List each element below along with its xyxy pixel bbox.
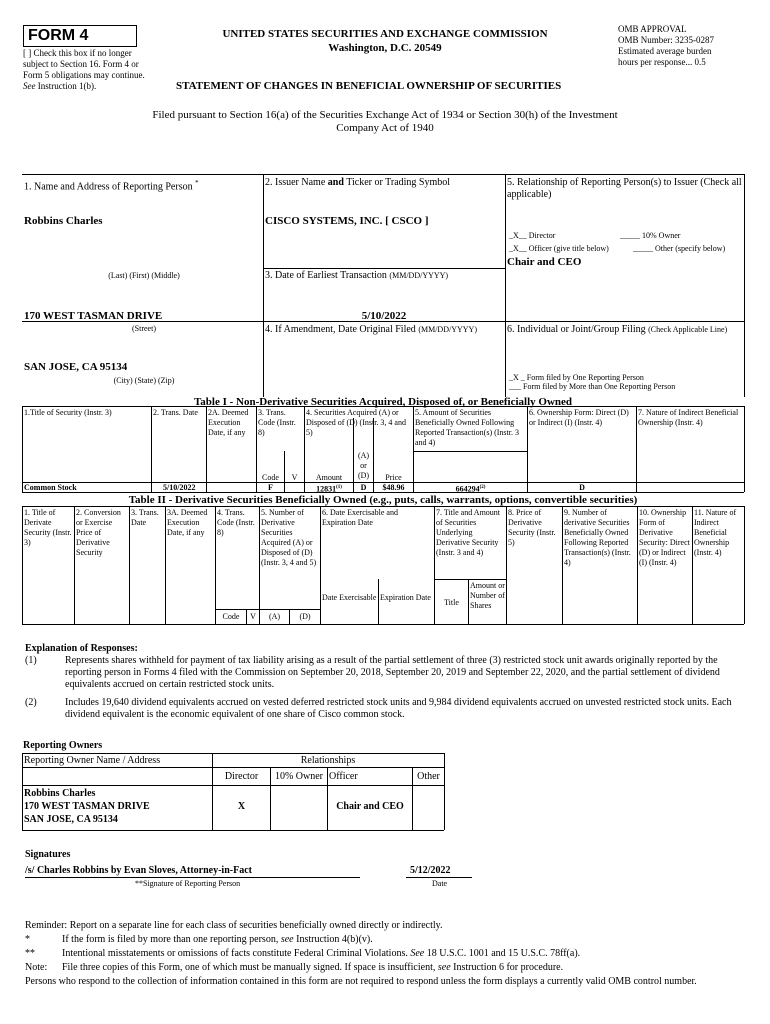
divider <box>636 406 637 492</box>
date-label: Date <box>432 879 448 888</box>
note-text <box>62 962 752 974</box>
t2-sub-code: Code <box>222 612 240 621</box>
divider <box>327 767 328 830</box>
t1-row-form: D <box>579 483 585 492</box>
section1-label-mark: * <box>195 179 199 187</box>
t1-row-amount-note: (1) <box>336 485 342 490</box>
t2-h-underlying: 7. Title and Amount of Securities Underlying Derivative Security (Instr. 3 and 4) <box>436 508 501 557</box>
divider <box>692 506 693 624</box>
agency-title: UNITED STATES SECURITIES AND EXCHANGE COMMISSION <box>222 28 548 40</box>
explanation-num-1: (1) <box>25 655 37 666</box>
divider <box>22 506 744 507</box>
divider <box>22 753 23 830</box>
reporting-owners-heading: Reporting Owners <box>23 740 103 751</box>
divider <box>129 506 130 624</box>
owners-col-officer: Officer <box>329 771 358 782</box>
divider <box>22 506 23 624</box>
checkbox-note <box>23 48 153 92</box>
owner-officer: Chair and CEO <box>336 801 404 812</box>
note-post: Instruction 4(b)(v). <box>296 934 373 945</box>
signature-date: 5/12/2022 <box>410 865 451 876</box>
filing-option-one: _X _ Form filed by One Reporting Person <box>509 373 644 382</box>
t1-sub-code: Code <box>262 473 279 482</box>
divider <box>744 506 745 624</box>
divider <box>263 268 505 269</box>
omb-line: OMB APPROVAL <box>618 24 687 34</box>
note-mark: * <box>25 934 30 945</box>
note-text <box>62 934 752 946</box>
officer-title: Chair and CEO <box>507 256 582 268</box>
owners-col-director: Director <box>224 771 259 782</box>
t2-h-nature: 11. Nature of Indirect Beneficial Ownership (Instr. 4) <box>694 508 737 557</box>
owners-col-name: Reporting Owner Name / Address <box>24 755 161 766</box>
section2-label-b: Ticker or Trading Symbol <box>346 177 451 188</box>
divider <box>413 406 414 492</box>
signer: /s/ Charles Robbins by Evan Sloves, Attorney-in-Fact <box>25 865 252 876</box>
earliest-transaction-date: 5/10/2022 <box>361 310 407 322</box>
note-see: see <box>437 962 451 973</box>
note-pre: If the form is filed by more than one reporting person, <box>62 934 279 945</box>
divider <box>165 506 166 624</box>
divider <box>22 753 444 754</box>
signature-line <box>25 877 360 878</box>
explanation-num-2: (2) <box>25 697 37 708</box>
t1-sub-ad: (A) or (D) <box>357 451 370 480</box>
omb-approval <box>618 24 758 68</box>
note-post: 18 U.S.C. 1001 and 15 U.S.C. 78ff(a). <box>426 948 581 959</box>
agency-location: Washington, D.C. 20549 <box>328 42 442 54</box>
signatures-heading: Signatures <box>25 849 71 860</box>
name-parts-label: (Last) (First) (Middle) <box>108 271 180 280</box>
section3-label <box>265 270 448 282</box>
note-see: see <box>280 934 294 945</box>
section4-label-text: 4. If Amendment, Date Original Filed <box>265 324 416 335</box>
note-pre: Intentional misstatements or omissions of facts constitute Federal Criminal Violations. <box>62 948 408 959</box>
divider <box>468 579 469 624</box>
t1-row-owned <box>414 483 527 495</box>
divider <box>378 579 379 624</box>
t1-row-amount-value: 12831 <box>316 484 337 494</box>
section6-note: (Check Applicable Line) <box>648 325 728 334</box>
t2-h-form: 10. Ownership Form of Derivative Security: Direct (D) or Indirect (I) (Instr. 4) <box>639 508 690 567</box>
t2-h-deemed: 3A. Deemed Execution Date, if any <box>167 508 208 537</box>
divider <box>413 451 527 452</box>
t2-sub-date-ex: Date Exercisable <box>322 593 377 602</box>
owner-line-1: Robbins Charles <box>24 788 96 799</box>
divider <box>506 506 507 624</box>
t1-row-code: F <box>268 483 273 492</box>
divider <box>505 174 506 397</box>
omb-line: hours per response... 0.5 <box>618 57 706 67</box>
checkbox-note-prefix: [ ] Check this box if no longer subject to Section 16. Form 4 or Form 5 obligations may continue. <box>23 48 145 80</box>
t1-row-owned-value: 664294 <box>455 484 480 494</box>
divider <box>259 506 260 624</box>
divider <box>284 451 285 492</box>
t1-h-deemed: 2A. Deemed Execution Date, if any <box>208 408 249 437</box>
note-pre: File three copies of this Form, one of which must be manually signed. If space is insufficient, <box>62 962 436 973</box>
director-check: _X__ Director <box>509 231 556 240</box>
t1-h-title: 1.Title of Security (Instr. 3) <box>24 408 112 417</box>
t1-h-form: 6. Ownership Form: Direct (D) or Indirect (I) (Instr. 4) <box>529 408 629 427</box>
section4-format: (MM/DD/YYYY) <box>418 325 477 334</box>
t2-h-date: 3. Trans. Date <box>131 508 159 527</box>
section1-label <box>24 177 199 193</box>
divider <box>22 174 744 175</box>
t2-h-price: 2. Conversion or Exercise Price of Derivative Security <box>76 508 121 557</box>
t1-row-amount <box>305 483 353 495</box>
divider <box>215 506 216 624</box>
t2-h-exercisable: 6. Date Exercisable and Expiration Date <box>322 508 398 527</box>
city-label: (City) (State) (Zip) <box>113 376 175 385</box>
ten-pct-check: _____ 10% Owner <box>620 231 681 240</box>
t1-sub-v: V <box>291 473 298 482</box>
section3-label-text: 3. Date of Earliest Transaction <box>265 270 387 281</box>
t2-h-number: 5. Number of Derivative Securities Acquired (A) or Disposed of (D) (Instr. 3, 4 and 5) <box>261 508 317 567</box>
reminder: Reminder: Report on a separate line for each class of securities beneficially owned directly or indirectly. <box>25 920 443 931</box>
street-address: 170 WEST TASMAN DRIVE <box>24 310 163 322</box>
t1-h-acquired: 4. Securities Acquired (A) or Disposed of (D) (Instr. 3, 4 and 5) <box>306 408 406 437</box>
t2-h-title: 1. Title of Derivate Security (Instr. 3) <box>24 508 72 547</box>
note-see: See <box>410 948 425 959</box>
t1-row-price: $48.96 <box>382 483 405 492</box>
divider <box>744 174 745 397</box>
owners-col-ten: 10% Owner <box>274 771 324 782</box>
t1-h-code: 3. Trans. Code (Instr. 8) <box>258 408 296 437</box>
t2-sub-a: (A) <box>268 612 281 621</box>
divider <box>22 830 444 831</box>
section2-label-and: and <box>327 177 344 188</box>
t1-sub-amount: Amount <box>315 473 343 482</box>
table1-title: Table I - Non-Derivative Securities Acquired, Disposed of, or Beneficially Owned <box>193 396 573 408</box>
issuer-name: CISCO SYSTEMS, INC. [ CSCO ] <box>265 215 429 227</box>
divider <box>74 506 75 624</box>
divider <box>22 785 444 786</box>
t1-sub-price: Price <box>385 473 402 482</box>
note-text <box>62 948 752 960</box>
divider <box>744 406 745 492</box>
section6-label <box>507 324 743 336</box>
section4-label <box>265 324 477 336</box>
divider <box>263 174 264 397</box>
t1-row-owned-note: (2) <box>479 485 486 490</box>
omb-line: OMB Number: 3235-0287 <box>618 35 714 45</box>
divider <box>444 753 445 830</box>
explanation-heading: Explanation of Responses: <box>25 643 138 654</box>
reporting-person-name: Robbins Charles <box>24 215 103 227</box>
street-label: (Street) <box>132 324 156 333</box>
checkbox-note-suffix: Instruction 1(b). <box>37 81 97 91</box>
divider <box>151 406 152 492</box>
owners-col-relationships: Relationships <box>300 755 356 766</box>
divider <box>320 506 321 624</box>
t2-h-owned: 9. Number of derivative Securities Beneficially Owned Following Reported Transaction(s) (Instr. 4) <box>564 508 631 567</box>
section3-format: (MM/DD/YYYY) <box>389 271 449 280</box>
section6-label-text: 6. Individual or Joint/Group Filing <box>507 324 646 335</box>
other-check: _____ Other (specify below) <box>633 244 726 253</box>
divider <box>527 406 528 492</box>
t1-row-ad: D <box>360 483 367 492</box>
omb-line: Estimated average burden <box>618 46 712 56</box>
signature-label: **Signature of Reporting Person <box>135 879 241 888</box>
owner-line-3: SAN JOSE, CA 95134 <box>24 814 118 825</box>
t2-sub-exp: Expiration Date <box>380 593 431 602</box>
section2-label <box>265 177 450 189</box>
filing-option-multiple: ___ Form filed by More than One Reporting Person <box>509 382 676 391</box>
table2-title: Table II - Derivative Securities Beneficially Owned (e.g., puts, calls, warrants, options, convertible securities) <box>128 494 638 506</box>
divider <box>434 579 506 580</box>
t1-h-owned: 5. Amount of Securities Beneficially Owned Following Reported Transaction(s) (Instr. 3 and 4) <box>415 408 519 447</box>
officer-check: _X__ Officer (give title below) <box>509 244 609 253</box>
section1-label-text: 1. Name and Address of Reporting Person <box>24 181 193 193</box>
section5-label: 5. Relationship of Reporting Person(s) to Issuer (Check all applicable) <box>507 177 742 200</box>
divider <box>22 624 744 625</box>
divider <box>562 506 563 624</box>
t2-sub-v: V <box>250 612 256 621</box>
t2-sub-amount: Amount or Number of Shares <box>470 581 505 610</box>
divider <box>637 506 638 624</box>
t2-sub-title: Title <box>444 598 459 607</box>
city-state-zip: SAN JOSE, CA 95134 <box>24 361 128 373</box>
section2-label-a: 2. Issuer Name <box>265 177 326 188</box>
t1-h-date: 2. Trans. Date <box>153 408 198 417</box>
checkbox-note-see: See <box>23 81 36 91</box>
date-line <box>406 877 472 878</box>
explanation-text-1: Represents shares withheld for payment of tax liability arising as a result of the partial settlement of three (3) restricted stock unit awards originally reported by the reporting person in Forms 4 filed with the Commission on September 20, 2018, September 20, 2019 and September 22, 2020, and the partial settlement of dividend equivalents accrued on certain restricted stock units. <box>65 655 720 690</box>
owners-col-other: Other <box>417 771 440 782</box>
divider <box>22 767 444 768</box>
t1-row-date: 5/10/2022 <box>163 483 196 492</box>
divider <box>206 406 207 492</box>
note-mark: ** <box>25 948 35 959</box>
note-mark: Note: <box>25 962 48 973</box>
t2-sub-d: (D) <box>299 612 311 621</box>
statement-title: STATEMENT OF CHANGES IN BENEFICIAL OWNERSHIP OF SECURITIES <box>176 80 562 92</box>
filed-pursuant: Filed pursuant to Section 16(a) of the Securities Exchange Act of 1934 or Section 30(h) of the Investment Company Act of 1940 <box>152 109 618 134</box>
divider <box>215 609 320 610</box>
t1-row-title: Common Stock <box>24 483 77 492</box>
t1-h-nature: 7. Nature of Indirect Beneficial Ownership (Instr. 4) <box>638 408 739 427</box>
note-post: Instruction 6 for procedure. <box>453 962 564 973</box>
explanation-text-2: Includes 19,640 dividend equivalents accrued on vested deferred restricted stock units and 9,984 dividend equivalents accrued on unvested restricted stock units. Each dividend equivalent is the economic equivalent of one share of Cisco common stock. <box>65 697 732 720</box>
t2-h-deriv-price: 8. Price of Derivative Security (Instr. 5) <box>508 508 556 547</box>
divider <box>22 406 23 492</box>
owner-director: X <box>237 801 246 812</box>
t2-h-code: 4. Trans. Code (Instr. 8) <box>217 508 255 537</box>
form-title: FORM 4 <box>23 25 137 47</box>
owner-line-2: 170 WEST TASMAN DRIVE <box>24 801 150 812</box>
persons-notice: Persons who respond to the collection of information contained in this form are not required to respond unless the form displays a currently valid OMB control number. <box>25 976 697 987</box>
